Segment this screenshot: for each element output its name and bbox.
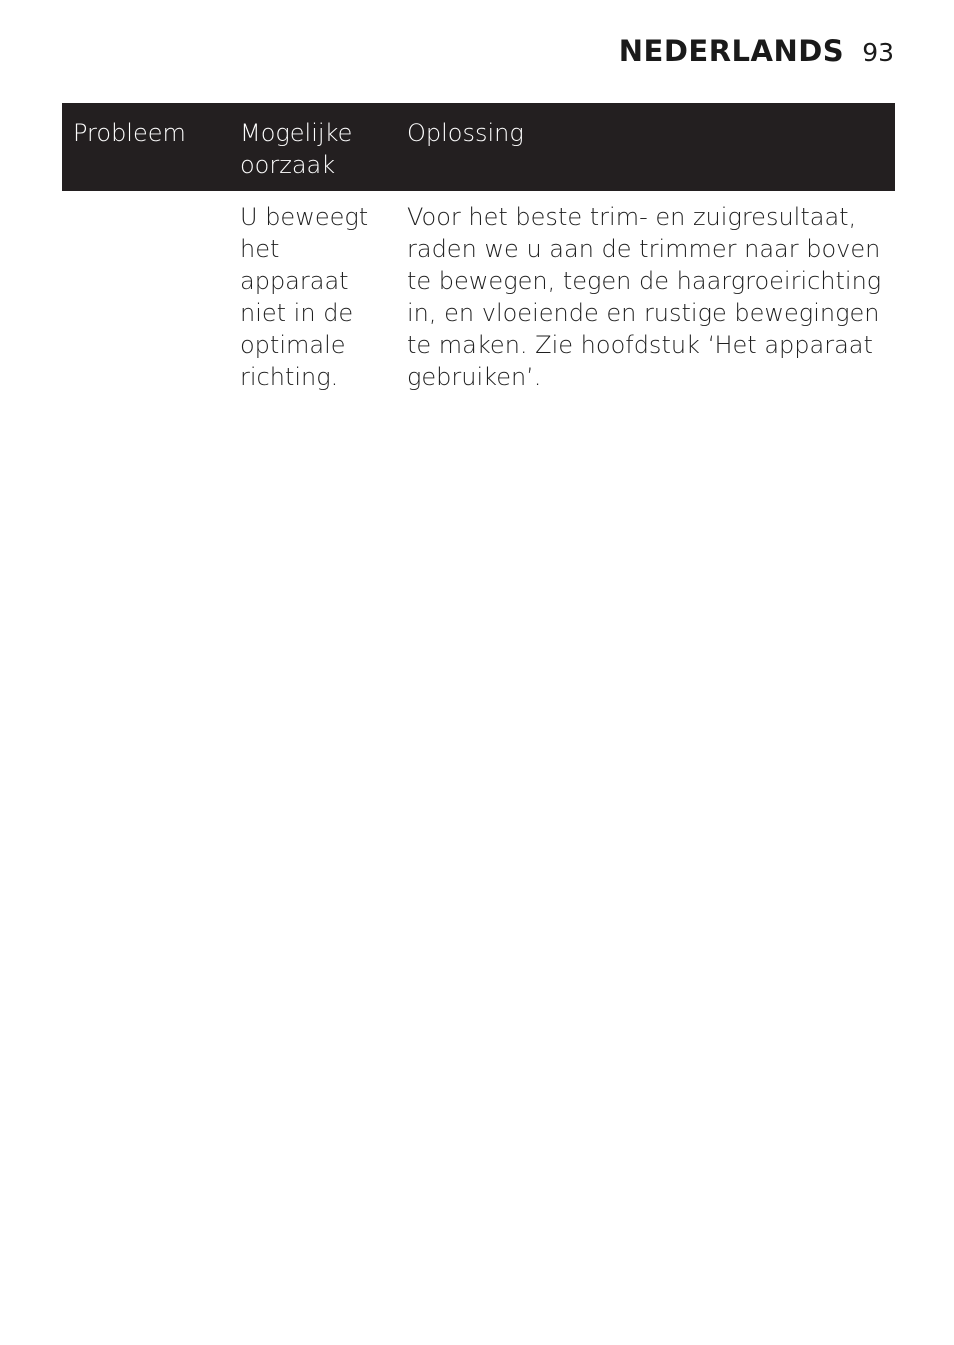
column-header-solution: Oplossing: [407, 119, 524, 147]
column-header-cause: Mogelijke oorzaak: [240, 119, 353, 179]
cell-cause: U beweegt het apparaat niet in de optimale richting.: [240, 203, 369, 391]
cell-solution: Voor het beste trim- en zuigresultaat, raden we u aan de trimmer naar boven te bewegen, tegen de haargroeirichting in, en vloeiende en rustige bewegingen te maken. Zie hoofdstuk ‘Het apparaat gebruiken’.: [407, 203, 882, 391]
page-header: [619, 34, 894, 68]
page-number: 93: [862, 38, 894, 67]
cell-problem: [62, 201, 229, 393]
section-title: NEDERLANDS: [618, 34, 845, 68]
troubleshooting-table: [62, 103, 895, 393]
column-header-problem: Probleem: [73, 119, 186, 147]
table-header-row: [62, 103, 895, 191]
table-row: [62, 191, 895, 393]
